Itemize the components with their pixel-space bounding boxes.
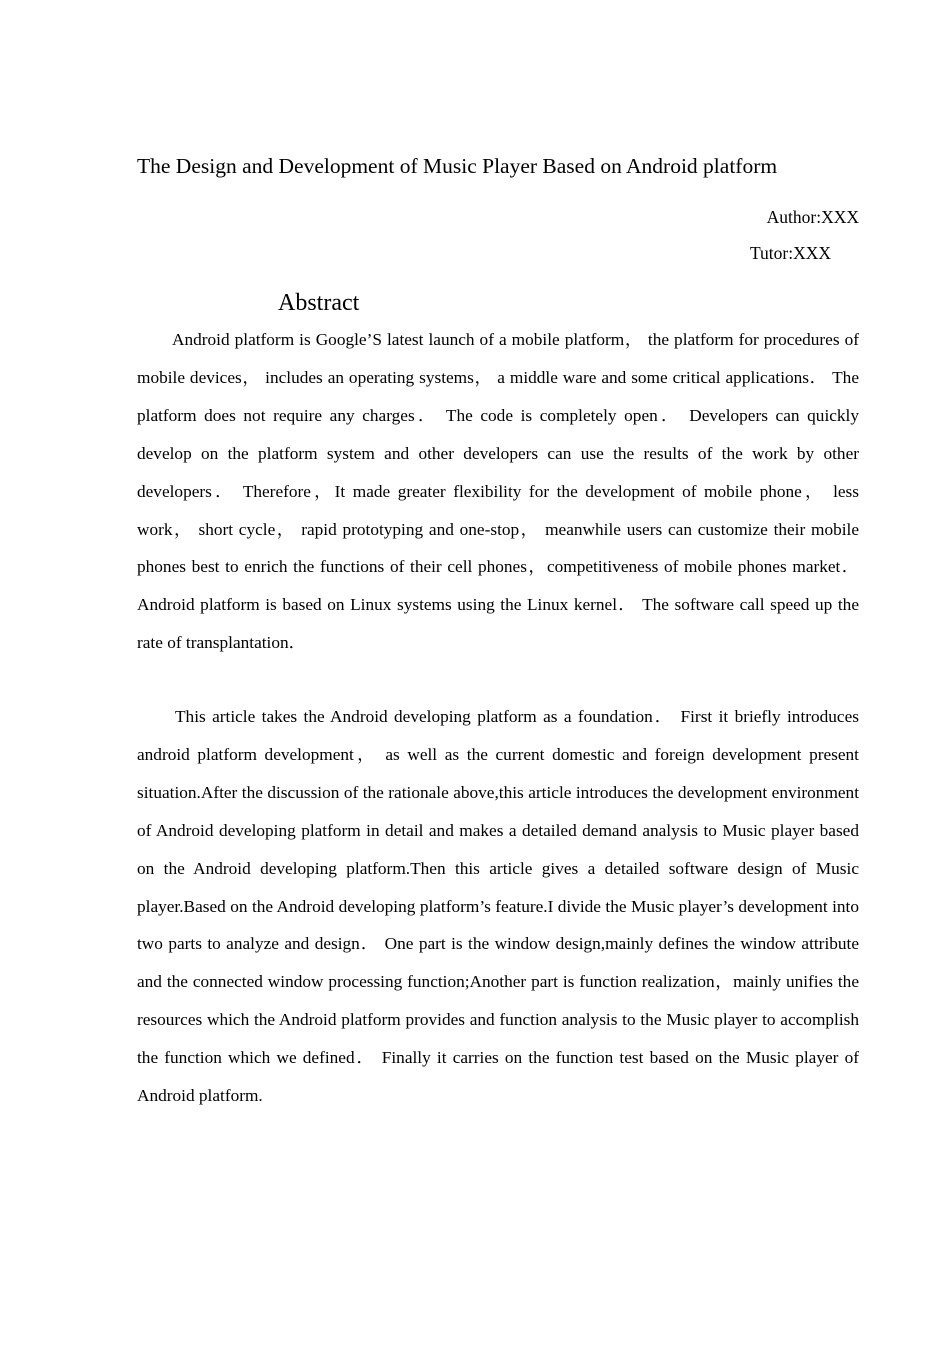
document-title: The Design and Development of Music Player Based on Android platform [137, 154, 778, 178]
tutor-line: Tutor:XXX [749, 243, 831, 263]
abstract-paragraph-2: This article takes the Android developing platform as a foundation． First it briefly introduces android platform development， as well as the current domestic and foreign development present situation.After the discussion of the rationale above,this article introduces the development environment of Android developing platform in detail and makes a detailed demand analysis to Music player based on the Android developing platform.Then this article gives a detailed software design of Music player.Based on the Android developing platform’s feature.I divide the Music player’s development into two parts to analyze and design． One part is the window design,mainly defines the window attribute and the connected window processing function;Another part is function realization，mainly unifies the resources which the Android platform provides and function analysis to the Music player to accomplish the function which we defined． Finally it carries on the function test based on the Music player of Android platform. [137, 707, 859, 1106]
author-line: Author:XXX [766, 207, 859, 227]
abstract-paragraph-1: Android platform is Google’S latest launch of a mobile platform， the platform for procedures of mobile devices， includes an operating systems， a middle ware and some critical applications． The platform does not require any charges． The code is completely open． Developers can quickly develop on the platform system and other developers can use the results of the work by other developers． Therefore，It made greater flexibility for the development of mobile phone， less work， short cycle， rapid prototyping and one-stop， meanwhile users can customize their mobile phones best to enrich the functions of their cell phones，competitiveness of mobile phones market． Android platform is based on Linux systems using the Linux kernel． The software call speed up the rate of transplantation． [137, 330, 859, 653]
abstract-heading: Abstract [278, 290, 360, 316]
